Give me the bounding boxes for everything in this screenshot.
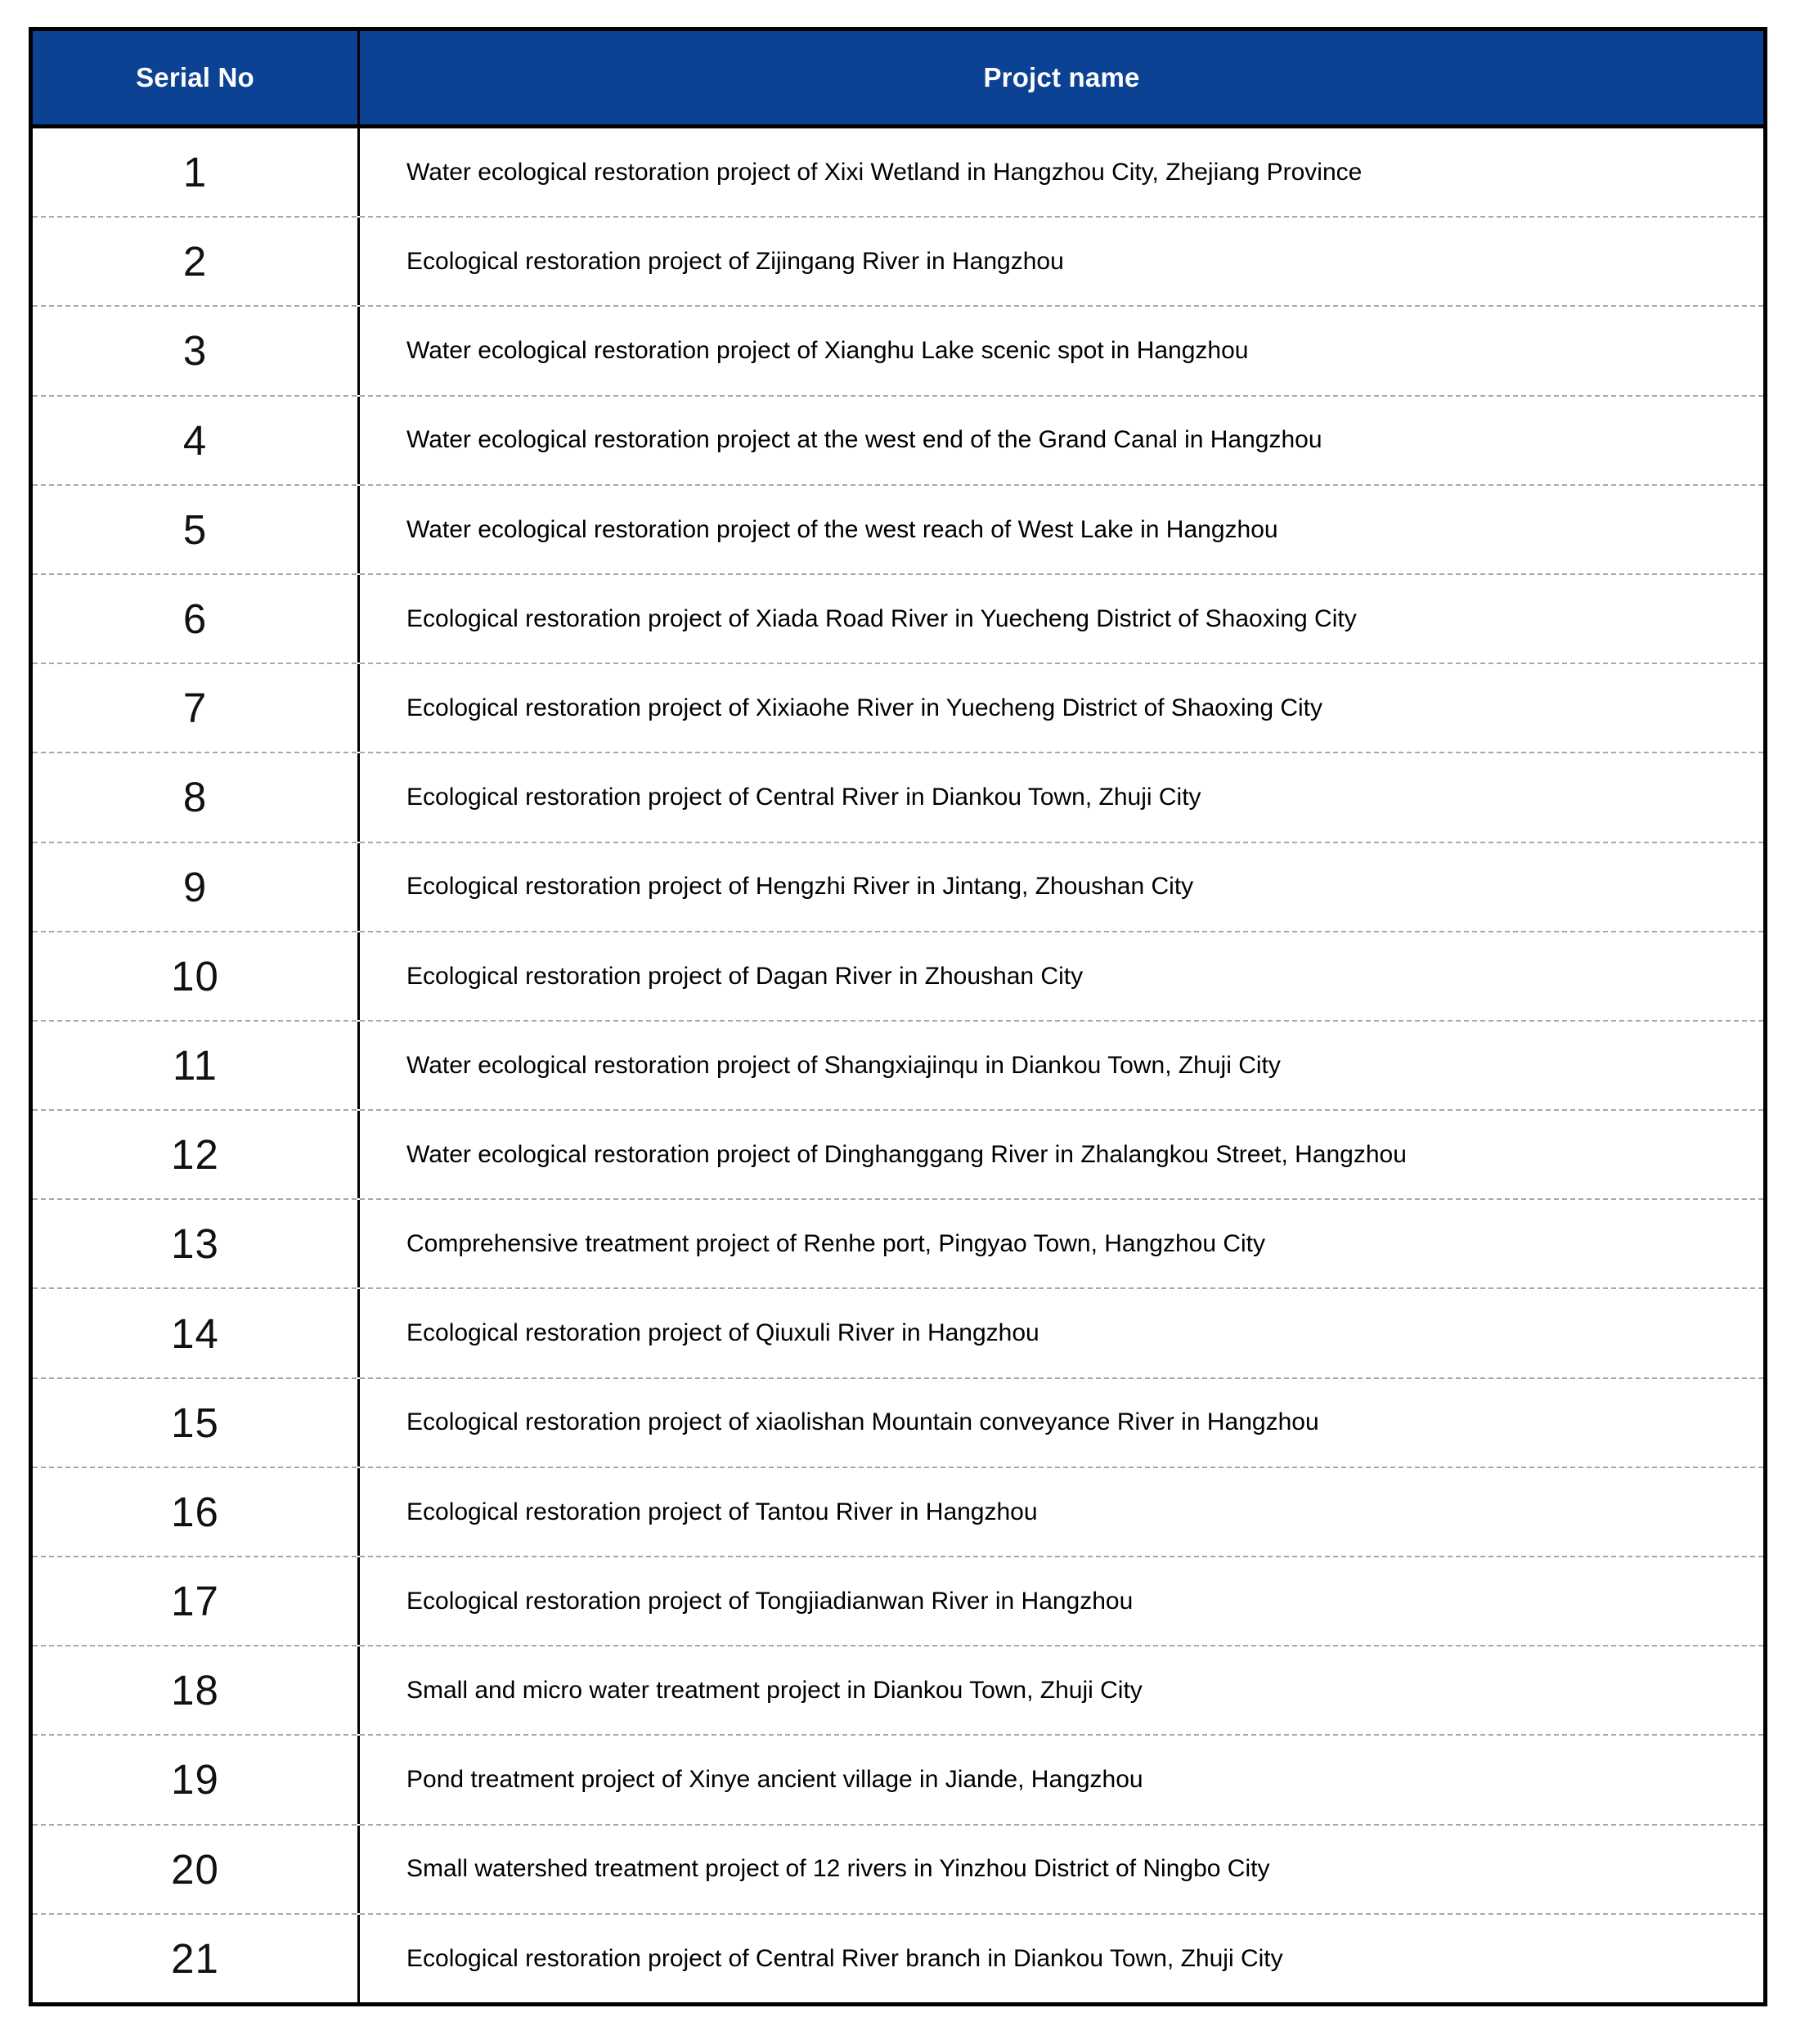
serial-no-cell: 8: [33, 753, 360, 841]
table-row: [33, 1111, 1763, 1200]
project-name-cell: Ecological restoration project of Zijingang River in Hangzhou: [406, 248, 1064, 276]
project-name-cell: Water ecological restoration project of Xianghu Lake scenic spot in Hangzhou: [406, 337, 1249, 365]
serial-no-cell: 20: [33, 1826, 360, 1913]
serial-no-cell: 21: [33, 1915, 360, 2002]
project-name-cell: Water ecological restoration project of the west reach of West Lake in Hangzhou: [406, 515, 1278, 543]
serial-no-cell: 13: [33, 1200, 360, 1287]
serial-no-cell: 16: [33, 1468, 360, 1556]
table-row: [33, 1826, 1763, 1915]
serial-no-cell: 14: [33, 1289, 360, 1377]
serial-no-cell: 11: [33, 1022, 360, 1109]
table-row: [33, 128, 1763, 218]
table-row: [33, 1646, 1763, 1736]
table-row: [33, 932, 1763, 1022]
table-row: [33, 397, 1763, 486]
table-row: [33, 1915, 1763, 2002]
project-name-cell: Comprehensive treatment project of Renhe port, Pingyao Town, Hangzhou City: [406, 1230, 1266, 1258]
serial-no-cell: 5: [33, 486, 360, 573]
project-name-cell: Ecological restoration project of Dagan River in Zhoushan City: [406, 962, 1084, 990]
serial-no-cell: 9: [33, 843, 360, 931]
table-row: [33, 843, 1763, 932]
table-row: [33, 1200, 1763, 1289]
project-name-cell: Ecological restoration project of Tongjiadianwan River in Hangzhou: [406, 1587, 1134, 1615]
serial-no-cell: 10: [33, 932, 360, 1020]
serial-no-cell: 17: [33, 1557, 360, 1645]
project-name-cell: Small watershed treatment project of 12 rivers in Yinzhou District of Ningbo City: [406, 1855, 1270, 1883]
table-row: [33, 1289, 1763, 1378]
serial-no-cell: 3: [33, 307, 360, 394]
table-body: [33, 128, 1763, 2002]
project-name-cell: Small and micro water treatment project in Diankou Town, Zhuji City: [406, 1677, 1143, 1705]
projects-table: [29, 27, 1767, 2006]
project-name-cell: Water ecological restoration project of Shangxiajinqu in Diankou Town, Zhuji City: [406, 1051, 1281, 1079]
project-name-cell: Ecological restoration project of Central River in Diankou Town, Zhuji City: [406, 784, 1201, 811]
project-name-cell: Water ecological restoration project of Dinghanggang River in Zhalangkou Street, Hangzhou: [406, 1140, 1407, 1168]
table-row: [33, 1736, 1763, 1825]
project-name-cell: Ecological restoration project of Xiada Road River in Yuecheng District of Shaoxing City: [406, 604, 1357, 632]
serial-no-cell: 2: [33, 218, 360, 305]
table-row: [33, 575, 1763, 664]
project-name-cell: Pond treatment project of Xinye ancient village in Jiande, Hangzhou: [406, 1766, 1143, 1794]
table-row: [33, 1557, 1763, 1646]
table-row: [33, 753, 1763, 842]
serial-no-cell: 4: [33, 397, 360, 484]
table-header-row: [33, 31, 1763, 128]
serial-no-cell: 15: [33, 1379, 360, 1467]
table-row: [33, 1468, 1763, 1557]
project-name-cell: Water ecological restoration project of Xixi Wetland in Hangzhou City, Zhejiang Province: [406, 158, 1363, 186]
table-row: [33, 1379, 1763, 1468]
table-row: [33, 1022, 1763, 1111]
header-project-name: Projct name: [983, 62, 1140, 92]
project-name-cell: Ecological restoration project of Central River branch in Diankou Town, Zhuji City: [406, 1944, 1283, 1972]
project-name-cell: Ecological restoration project of Xixiaohe River in Yuecheng District of Shaoxing City: [406, 694, 1323, 721]
header-serial-no: Serial No: [33, 31, 360, 124]
serial-no-cell: 12: [33, 1111, 360, 1198]
serial-no-cell: 18: [33, 1646, 360, 1734]
project-name-cell: Ecological restoration project of Hengzhi River in Jintang, Zhoushan City: [406, 873, 1194, 901]
serial-no-cell: 7: [33, 664, 360, 752]
serial-no-cell: 1: [33, 128, 360, 216]
project-name-cell: Ecological restoration project of Qiuxuli River in Hangzhou: [406, 1319, 1039, 1347]
table-row: [33, 486, 1763, 575]
table-row: [33, 307, 1763, 396]
table-row: [33, 218, 1763, 307]
project-name-cell: Ecological restoration project of Tantou River in Hangzhou: [406, 1498, 1038, 1525]
serial-no-cell: 6: [33, 575, 360, 663]
serial-no-cell: 19: [33, 1736, 360, 1823]
project-name-cell: Water ecological restoration project at the west end of the Grand Canal in Hangzhou: [406, 426, 1322, 454]
table-row: [33, 664, 1763, 753]
project-name-cell: Ecological restoration project of xiaolishan Mountain conveyance River in Hangzhou: [406, 1408, 1319, 1436]
